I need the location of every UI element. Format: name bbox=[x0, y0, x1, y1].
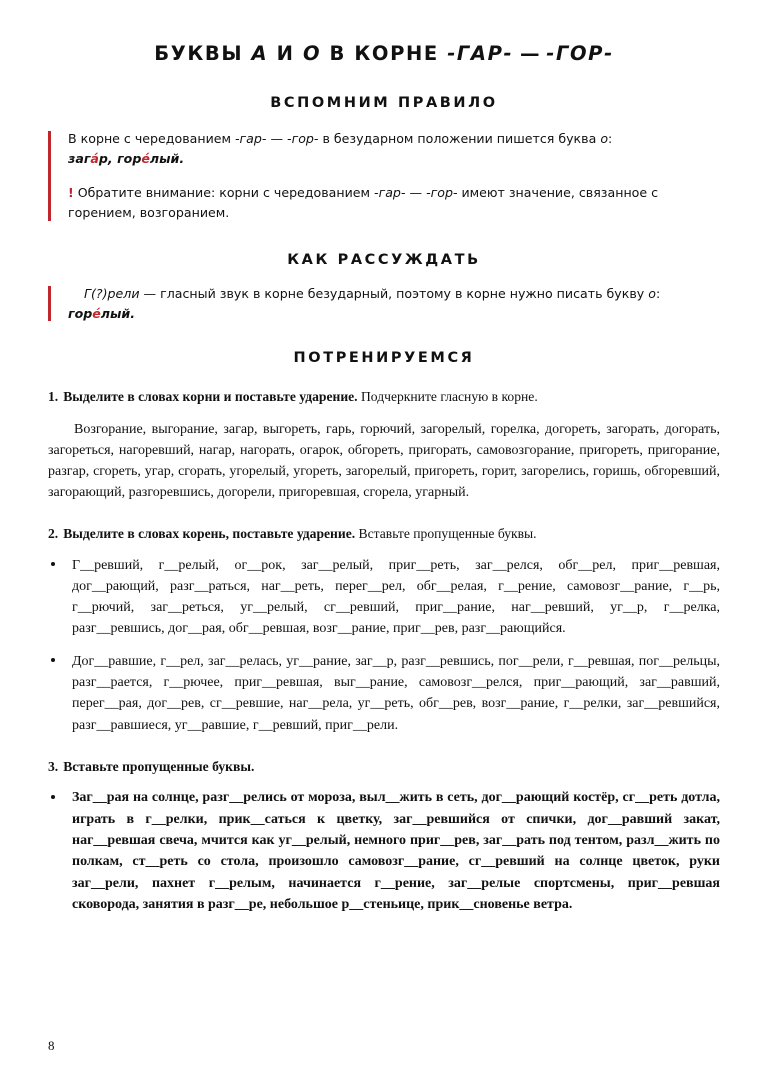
note-dash: — bbox=[405, 184, 427, 200]
reasoning-answer-2: лый. bbox=[100, 305, 136, 321]
rule-text-b: в безударном положении пишется буква bbox=[318, 131, 601, 146]
note-text-a: Обратите внимание: корни с чередованием bbox=[73, 184, 375, 200]
page-title-letter-o: О bbox=[302, 42, 322, 65]
rule-root-gor: -гор- bbox=[287, 131, 319, 146]
exercise-1-instruction-bold: Выделите в словах корни и поставьте ударение. bbox=[63, 389, 358, 405]
rule-statement bbox=[68, 129, 720, 170]
exercise-3-instruction bbox=[48, 758, 720, 776]
reasoning-accent-bar bbox=[48, 286, 51, 322]
reasoning-explanation: гласный звук в корне безударный, поэтому в корне нужно писать букву bbox=[160, 285, 649, 301]
page-title-part3: В КОРНЕ bbox=[321, 42, 448, 65]
rule-text-a: В корне с чередованием bbox=[68, 131, 236, 146]
exclamation-icon: ! bbox=[68, 184, 74, 200]
exercise-1-instruction bbox=[48, 388, 720, 406]
exercise-2-number: 2. bbox=[48, 526, 59, 542]
bullet-dot-icon bbox=[51, 795, 55, 799]
reasoning-word: Г(?)рели bbox=[84, 285, 140, 301]
exercise-3-number: 3. bbox=[48, 758, 59, 774]
exercise-1-instruction-rest: Подчеркните гласную в корне. bbox=[357, 389, 538, 405]
exercise-1-number: 1. bbox=[48, 389, 59, 405]
rule-dash: — bbox=[266, 131, 288, 146]
exercise-3 bbox=[48, 758, 720, 915]
rule-accent-bar bbox=[48, 131, 51, 221]
section-heading-practice: ПОТРЕНИРУЕМСЯ bbox=[293, 350, 475, 367]
section-heading-remember-rule: ВСПОМНИМ ПРАВИЛО bbox=[270, 95, 498, 111]
exercise-2-instruction-bold: Выделите в словах корень, поставьте ударение. bbox=[63, 526, 356, 542]
reasoning-dash: — bbox=[139, 285, 161, 301]
exercise-2-instruction bbox=[48, 525, 720, 543]
exercise-3-instruction-bold: Вставьте пропущенные буквы. bbox=[63, 758, 255, 774]
section-heading-how-to-reason: КАК РАССУЖДАТЬ bbox=[287, 251, 481, 268]
page-title-root-gar: -ГАР- bbox=[447, 42, 514, 65]
rule-letter-o: о bbox=[600, 131, 609, 146]
page-title-part2: И bbox=[268, 42, 303, 65]
reasoning-answer-1: гор bbox=[68, 305, 93, 321]
rule-example-3: лый. bbox=[149, 151, 185, 167]
rule-colon: : bbox=[608, 131, 613, 146]
bullet-dot-icon bbox=[51, 562, 55, 566]
exercise-2-bullets bbox=[48, 555, 720, 736]
page-title-part1: БУКВЫ bbox=[154, 42, 252, 65]
page-number: 8 bbox=[48, 1038, 55, 1053]
reasoning-letter-o: о bbox=[648, 285, 656, 301]
page-title-dash: — bbox=[513, 42, 547, 65]
reasoning-box bbox=[48, 284, 720, 325]
rule-example-stress-a: á bbox=[90, 151, 99, 167]
note-root-gar: -гар- bbox=[374, 184, 406, 200]
note-root-gor: -гор- bbox=[426, 184, 458, 200]
list-item bbox=[48, 651, 720, 736]
reasoning-colon: : bbox=[655, 285, 661, 301]
bullet-dot-icon bbox=[51, 658, 55, 662]
rule-example-stress-e: é bbox=[141, 151, 150, 167]
list-item-text: Заг__рая на солнце, разг__релись от мороза, выл__жить в сеть, дог__рающий костёр, сг__реть дотла, играть в г__релки, прик__саться к цветку, заг__ревшийся от спички, дог__равший закат, наг__ревшая свеча, мчится как уг__релый, немного приг__рев, заг__рать под тентом, разл__жить по полкам, ст__реть со стола, произошло самовозг__рание, сг__ревший на солнце цветок, руки заг__рели, пахнет г__релым, начинается г__рение, заг__релые спортсмены, приг__ревшая сковорода, занятия в разг__ре, небольшое р__стеньице, прик__сновенье ветра. bbox=[72, 790, 720, 912]
rule-root-gar: -гар- bbox=[235, 131, 267, 146]
note-text-b: имеют значение, связанное с горением, возгоранием. bbox=[68, 184, 659, 221]
exercise-1-word-list: Возгорание, выгорание, загар, выгореть, гарь, горючий, загорелый, горелка, догореть, загорать, догорать, загореться, нагоревший, нагар, нагорать, огарок, обгореть, пригорать, самовозгорание, пригореть, пригорание, разгар, сгореть, угар, сгорать, угорелый, угореть, загорелый, пригореть, горит, загорелись, горишь, обгоревший, загорающий, разгоревшись, догорели, пригоревшая, сгорела, угарный. bbox=[48, 422, 720, 501]
page-title-letter-a: А bbox=[251, 42, 269, 65]
list-item-text: Дог__равшие, г__рел, заг__релась, уг__рание, заг__р, разг__ревшись, пог__рели, г__ревшая, пог__рельцы, разг__рается, г__рючее, приг__ревшая, выг__рание, самовозг__релся, приг__рающий, заг__равший, перег__рая, дог__рев, сг__ревшие, наг__рела, уг__реть, обг__рев, возг__рание, г__релки, заг__ревшийся, разг__равшиеся, уг__равшие, г__ревший, приг__рели. bbox=[72, 653, 720, 733]
rule-box bbox=[48, 129, 720, 224]
exercise-2 bbox=[48, 525, 720, 736]
list-item-text: Г__ревший, г__релый, ог__рок, заг__релый, приг__реть, заг__релся, обг__рел, приг__ревшая, дог__рающий, разг__раться, наг__реть, перег__рел, обг__релая, г__рение, самовозг__рание, г__рь, г__рючий, заг__реться, уг__релый, сг__ревший, приг__рание, наг__ревший, уг__р, г__релка, разг__ревшись, дог__рая, обг__ревшая, возг__рание, приг__рев, разг__рающийся. bbox=[72, 557, 720, 637]
page-title-root-gor: -ГОР- bbox=[546, 42, 614, 65]
rule-attention-note bbox=[68, 183, 720, 224]
rule-example-2: р, гор bbox=[98, 151, 142, 167]
exercise-3-bullets bbox=[48, 787, 720, 915]
list-item bbox=[48, 555, 720, 640]
exercise-2-instruction-rest: Вставьте пропущенные буквы. bbox=[355, 526, 537, 542]
list-item bbox=[48, 787, 720, 915]
reasoning-answer-stress-e: é bbox=[92, 305, 101, 321]
reasoning-statement bbox=[68, 284, 720, 325]
rule-example-1: заг bbox=[68, 151, 91, 167]
page-title bbox=[48, 42, 720, 65]
exercise-1 bbox=[48, 388, 720, 503]
